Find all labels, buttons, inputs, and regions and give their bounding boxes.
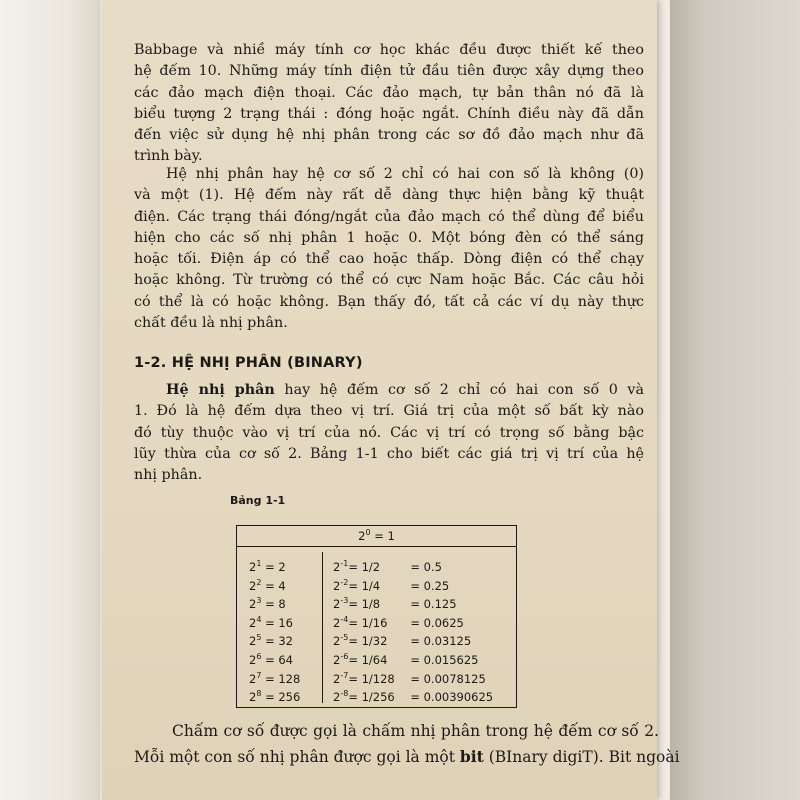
table-header [237,526,516,547]
section-paragraph [134,380,644,486]
text-line: điện. Các trạng thái đóng/ngắt của đảo mạch có thể dùng để biểu [134,208,644,225]
text-line: biểu tượng 2 trạng thái : đóng hoặc ngắt. Chính điều này đã dẫn [134,105,644,122]
positive-power: $2^2 = 4$ [249,577,286,593]
text-line: hoặc không. Từ trường có thể có cực Nam hoặc Bắc. Các câu hỏi [134,272,644,289]
negative-power: $2^{-2}= 1/4 = 0.25$ [333,577,450,593]
bold-term: Hệ nhị phân [166,382,275,398]
bold-term: bit [459,747,484,766]
positive-power: $2^8 = 256$ [249,689,301,705]
text-fragment: hay hệ đếm cơ số 2 chỉ có hai con số 0 và [284,382,644,398]
positive-power: $2^5 = 32$ [249,633,294,649]
table-row [237,670,516,689]
text-fragment: Mỗi một con số nhị phân được gọi là một [134,748,460,766]
text-line: hoặc tối. Điện áp có thể cao hoặc thấp. Dòng điện có thể chạy [134,251,644,268]
paragraph-2 [134,164,644,334]
section-heading: 1-2. HỆ NHỊ PHÂN (BINARY) [134,355,363,371]
table-row [237,595,516,614]
positive-power: $2^4 = 16$ [249,614,294,630]
text-line: chất đều là nhị phân. [134,315,288,332]
negative-power: $2^{-1}= 1/2 = 0.5$ [333,559,442,574]
positive-power: $2^7 = 128$ [249,670,301,686]
table-row [237,651,516,670]
bottom-paragraph [134,718,680,770]
table-row [237,688,516,707]
text-line: hệ đếm 10. Những máy tính điện tử đầu tiên được xây dựng theo [134,63,644,80]
text-line: Chấm cơ số được gọi là chấm nhị phân trong hệ đếm cơ số 2. [172,722,659,740]
text-line [134,744,680,770]
text-fragment: (BInary digiT). Bit ngoài [483,748,680,766]
table-row [237,614,516,633]
background-left [0,0,100,800]
negative-power: $2^{-3}= 1/8 = 0.125$ [333,596,457,612]
book-page [102,0,680,800]
table-row [237,577,516,596]
negative-power: $2^{-5}= 1/32 = 0.03125$ [333,633,472,649]
table-caption: Bảng 1-1 [230,494,286,507]
text-line: hiện cho các số nhị phân 1 hoặc 0. Một bóng đèn có thể sáng [134,229,644,246]
text-line: đó tùy thuộc vào vị trí của nó. Các vị trí có trọng số bằng bậc [134,424,644,441]
text-line: và một (1). Hệ đếm này rất dễ dàng thực hiện bằng kỹ thuật [134,187,644,204]
positive-power: $2^1 = 2$ [249,559,286,574]
text-line: lũy thừa của cơ số 2. Bảng 1-1 cho biết các giá trị vị trí của hệ [134,445,644,462]
text-line: Babbage và nhiề máy tính cơ học khác đều được thiết kế theo [134,42,644,58]
negative-power: $2^{-8}= 1/256 = 0.00390625$ [333,689,494,705]
text-line: Hệ nhị phân hay hệ cơ số 2 chỉ có hai con số là không (0) [166,166,644,182]
header-value: = 1 [370,529,395,543]
text-line: đến việc sử dụng hệ nhị phân trong các sơ đồ đảo mạch như đã [134,127,644,144]
table-row [237,632,516,651]
negative-power: $2^{-7}= 1/128 = 0.0078125$ [333,670,486,686]
negative-power: $2^{-6}= 1/64 = 0.015625$ [333,652,479,667]
table-row [237,558,516,577]
header-exponent: 0 [365,528,371,537]
text-line [134,380,644,401]
negative-power: $2^{-4}= 1/16 = 0.0625$ [333,614,464,630]
powers-of-two-table [236,525,517,708]
background-right [670,0,800,800]
text-line: có thể là có hoặc không. Bạn thấy đó, tất cả các ví dụ này thực [134,293,644,310]
positive-power: $2^3 = 8$ [249,596,286,612]
text-line: nhị phân. [134,467,203,484]
text-line: các đảo mạch điện thoại. Các đảo mạch, tự bản thân nó đã là [134,84,644,101]
positive-power: $2^6 = 64$ [249,652,294,667]
text-line: trình bày. [134,148,203,165]
header-base: 2 [358,529,366,543]
text-line: 1. Đó là hệ đếm dựa theo vị trí. Giá trị của một số bất kỳ nào [134,403,644,420]
paragraph-1 [134,40,644,168]
